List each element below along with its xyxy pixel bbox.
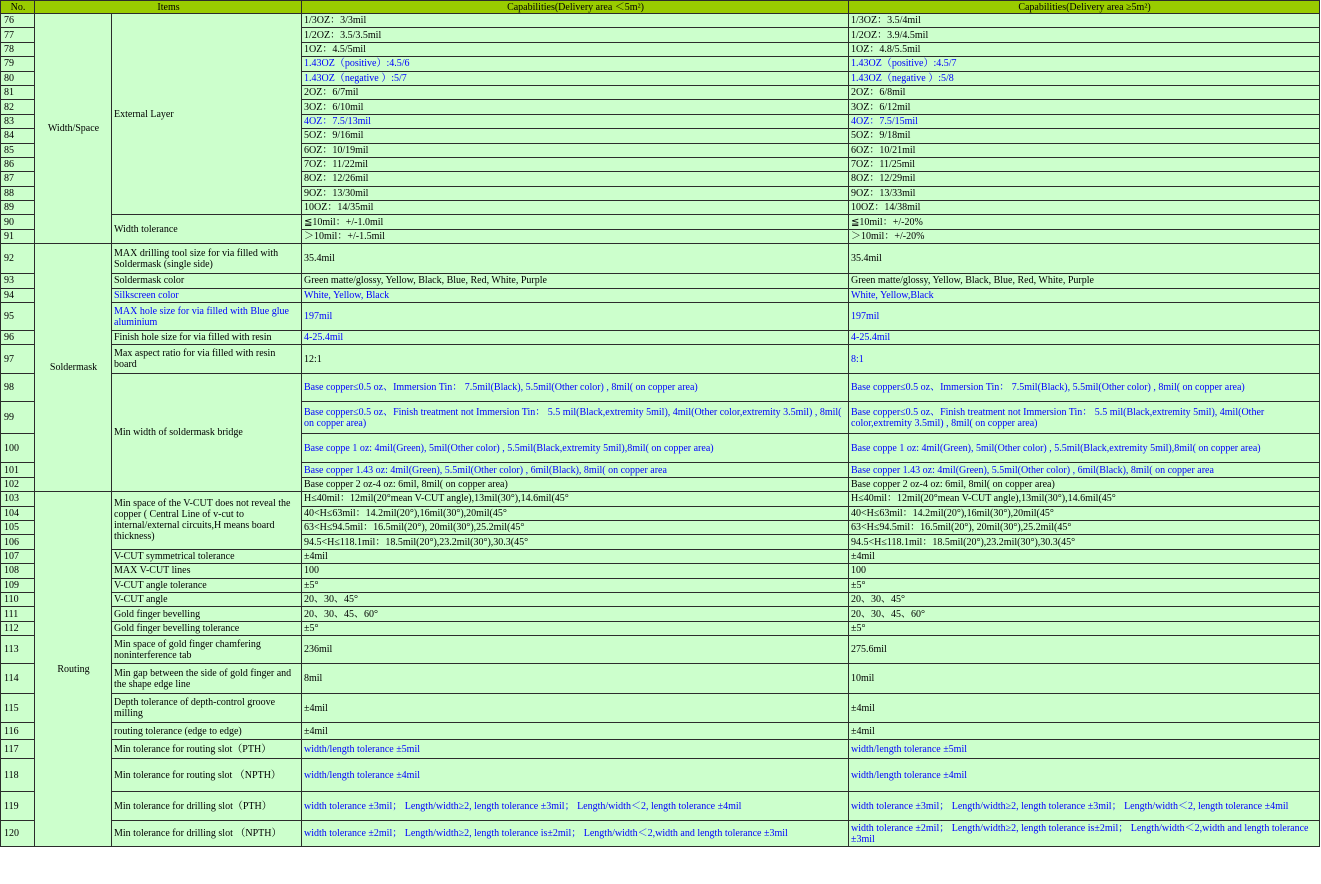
cell-capability-small: 7OZ：11/22mil (302, 157, 849, 171)
row-number: 82 (1, 100, 35, 114)
cell-capability-small: 1/2OZ：3.5/3.5mil (302, 28, 849, 42)
cell-capability-small: ≦10mil：+/-1.0mil (302, 215, 849, 229)
row-number: 78 (1, 42, 35, 56)
cell-capability-small: Base coppe 1 oz: 4mil(Green), 5mil(Other color) , 5.5mil(Black,extremity 5mil),8mil( on copper area) (302, 434, 849, 463)
cell-capability-small: 63<H≤94.5mil：16.5mil(20°), 20mil(30°),25.2mil(45° (302, 520, 849, 534)
cell-capability-small: width tolerance ±3mil； Length/width≥2, length tolerance ±3mil； Length/width＜2, length tolerance ±4mil (302, 792, 849, 821)
cell-capability-small: 1.43OZ（negative ）:5/7 (302, 71, 849, 85)
cell-capability-large: 8OZ：12/29mil (849, 172, 1320, 186)
row-number: 88 (1, 186, 35, 200)
cell-capability-large: 100 (849, 564, 1320, 578)
category-width-space: Width/Space (35, 14, 112, 244)
cell-capability-small: 1OZ：4.5/5mil (302, 42, 849, 56)
header-items: Items (35, 1, 302, 14)
cell-capability-large: Base copper≤0.5 oz、Immersion Tin： 7.5mil(Black), 5.5mil(Other color) , 8mil( on copper area) (849, 374, 1320, 402)
item-gold-finger-gap: Min gap between the side of gold finger and the shape edge line (112, 664, 302, 694)
cell-capability-large: Base coppe 1 oz: 4mil(Green), 5mil(Other color) , 5.5mil(Black,extremity 5mil),8mil( on copper area) (849, 434, 1320, 463)
row-number: 94 (1, 288, 35, 302)
item-depth-groove-milling: Depth tolerance of depth-control groove milling (112, 694, 302, 723)
row-number: 119 (1, 792, 35, 821)
cell-capability-large: ±4mil (849, 694, 1320, 723)
row-number: 104 (1, 506, 35, 520)
row-number: 106 (1, 535, 35, 549)
cell-capability-small: White, Yellow, Black (302, 288, 849, 302)
row-number: 97 (1, 345, 35, 374)
cell-capability-small: 35.4mil (302, 244, 849, 274)
item-min-soldermask-bridge: Min width of soldermask bridge (112, 374, 302, 492)
cell-capability-large: 20、30、45° (849, 592, 1320, 606)
cell-capability-small: 9OZ：13/30mil (302, 186, 849, 200)
cell-capability-small: 5OZ：9/16mil (302, 129, 849, 143)
cell-capability-small: 20、30、45、60° (302, 607, 849, 621)
row-number: 91 (1, 229, 35, 243)
row-number: 113 (1, 636, 35, 664)
cell-capability-large: 10OZ：14/38mil (849, 201, 1320, 215)
cell-capability-large: 4-25.4mil (849, 331, 1320, 345)
cell-capability-large: ＞10mil：+/-20% (849, 229, 1320, 243)
cell-capability-small: 236mil (302, 636, 849, 664)
row-number: 95 (1, 303, 35, 331)
row-number: 81 (1, 85, 35, 99)
cell-capability-small: 40<H≤63mil：14.2mil(20°),16mil(30°),20mil(45° (302, 506, 849, 520)
item-width-tolerance: Width tolerance (112, 215, 302, 244)
cell-capability-small: 8OZ：12/26mil (302, 172, 849, 186)
item-gold-finger-bevelling-tolerance: Gold finger bevelling tolerance (112, 621, 302, 635)
cell-capability-small: Base copper 1.43 oz: 4mil(Green), 5.5mil(Other color) , 6mil(Black), 8mil( on copper area (302, 463, 849, 477)
cell-capability-large: 9OZ：13/33mil (849, 186, 1320, 200)
cell-capability-small: 8mil (302, 664, 849, 694)
cell-capability-large: H≤40mil：12mil(20°mean V-CUT angle),13mil(30°),14.6mil(45° (849, 492, 1320, 506)
cell-capability-large: 1/2OZ：3.9/4.5mil (849, 28, 1320, 42)
row-number: 114 (1, 664, 35, 694)
row-number: 117 (1, 740, 35, 759)
row-number: 99 (1, 402, 35, 434)
row-number: 120 (1, 821, 35, 847)
row-number: 116 (1, 723, 35, 740)
cell-capability-large: Base copper 2 oz-4 oz: 6mil, 8mil( on copper area) (849, 477, 1320, 491)
cell-capability-small: 2OZ：6/7mil (302, 85, 849, 99)
row-number: 80 (1, 71, 35, 85)
cell-capability-small: 4OZ：7.5/13mil (302, 114, 849, 128)
category-soldermask: Soldermask (35, 244, 112, 492)
row-number: 105 (1, 520, 35, 534)
cell-capability-large: Base copper 1.43 oz: 4mil(Green), 5.5mil(Other color) , 6mil(Black), 8mil( on copper area (849, 463, 1320, 477)
item-drilling-slot-npth: Min tolerance for drilling slot （NPTH） (112, 821, 302, 847)
cell-capability-large: 35.4mil (849, 244, 1320, 274)
cell-capability-large: 1OZ：4.8/5.5mil (849, 42, 1320, 56)
cell-capability-large: ±4mil (849, 723, 1320, 740)
cell-capability-small: 1/3OZ：3/3mil (302, 14, 849, 28)
cell-capability-large: 8:1 (849, 345, 1320, 374)
cell-capability-large: width tolerance ±2mil； Length/width≥2, length tolerance is±2mil； Length/width＜2,width and length tolerance ±3mil (849, 821, 1320, 847)
cell-capability-small: ＞10mil：+/-1.5mil (302, 229, 849, 243)
item-silkscreen-color: Silkscreen color (112, 288, 302, 302)
header-capabilities-small: Capabilities(Delivery area ＜5m²) (302, 1, 849, 14)
row-number: 109 (1, 578, 35, 592)
cell-capability-large: 5OZ：9/18mil (849, 129, 1320, 143)
row-number: 100 (1, 434, 35, 463)
cell-capability-small: ±5° (302, 621, 849, 635)
item-finish-hole: Finish hole size for via filled with resin (112, 331, 302, 345)
item-routing-tolerance: routing tolerance (edge to edge) (112, 723, 302, 740)
row-number: 101 (1, 463, 35, 477)
cell-capability-large: ≦10mil：+/-20% (849, 215, 1320, 229)
item-aspect-ratio: Max aspect ratio for via filled with resin board (112, 345, 302, 374)
cell-capability-small: 94.5<H≤118.1mil：18.5mil(20°),23.2mil(30°),30.3(45° (302, 535, 849, 549)
row-number: 108 (1, 564, 35, 578)
cell-capability-large: 94.5<H≤118.1mil：18.5mil(20°),23.2mil(30°),30.3(45° (849, 535, 1320, 549)
row-number: 111 (1, 607, 35, 621)
item-vcut-angle: V-CUT angle (112, 592, 302, 606)
cell-capability-small: 20、30、45° (302, 592, 849, 606)
item-gold-finger-chamfer: Min space of gold finger chamfering noninterference tab (112, 636, 302, 664)
row-number: 86 (1, 157, 35, 171)
row-number: 110 (1, 592, 35, 606)
cell-capability-large: 63<H≤94.5mil：16.5mil(20°), 20mil(30°),25.2mil(45° (849, 520, 1320, 534)
cell-capability-large: width tolerance ±3mil； Length/width≥2, length tolerance ±3mil； Length/width＜2, length tolerance ±4mil (849, 792, 1320, 821)
cell-capability-small: 10OZ：14/35mil (302, 201, 849, 215)
cell-capability-small: width/length tolerance ±4mil (302, 759, 849, 792)
cell-capability-small: Base copper≤0.5 oz、Finish treatment not Immersion Tin： 5.5 mil(Black,extremity 5mil), 4mil(Other color,extremity 3.5mil) , 8mil( on copper area) (302, 402, 849, 434)
row-number: 102 (1, 477, 35, 491)
cell-capability-large: 1/3OZ：3.5/4mil (849, 14, 1320, 28)
row-number: 84 (1, 129, 35, 143)
cell-capability-small: H≤40mil：12mil(20°mean V-CUT angle),13mil(30°),14.6mil(45° (302, 492, 849, 506)
row-number: 118 (1, 759, 35, 792)
row-number: 112 (1, 621, 35, 635)
row-number: 87 (1, 172, 35, 186)
item-max-hole-blue-glue: MAX hole size for via filled with Blue glue aluminium (112, 303, 302, 331)
cell-capability-small: ±4mil (302, 549, 849, 563)
cell-capability-large: 20、30、45、60° (849, 607, 1320, 621)
cell-capability-small: Green matte/glossy, Yellow, Black, Blue, Red, White, Purple (302, 274, 849, 288)
row-number: 93 (1, 274, 35, 288)
cell-capability-large: 40<H≤63mil：14.2mil(20°),16mil(30°),20mil(45° (849, 506, 1320, 520)
cell-capability-large: White, Yellow,Black (849, 288, 1320, 302)
cell-capability-small: Base copper 2 oz-4 oz: 6mil, 8mil( on copper area) (302, 477, 849, 491)
row-number: 98 (1, 374, 35, 402)
cell-capability-large: 6OZ：10/21mil (849, 143, 1320, 157)
item-routing-slot-pth: Min tolerance for routing slot（PTH） (112, 740, 302, 759)
category-routing: Routing (35, 492, 112, 847)
cell-capability-large: 4OZ：7.5/15mil (849, 114, 1320, 128)
item-soldermask-color: Soldermask color (112, 274, 302, 288)
cell-capability-large: 197mil (849, 303, 1320, 331)
cell-capability-small: width tolerance ±2mil； Length/width≥2, length tolerance is±2mil； Length/width＜2,width and length tolerance ±3mil (302, 821, 849, 847)
row-number: 107 (1, 549, 35, 563)
item-vcut-symmetrical-tolerance: V-CUT symmetrical tolerance (112, 549, 302, 563)
cell-capability-small: 12:1 (302, 345, 849, 374)
cell-capability-large: ±5° (849, 578, 1320, 592)
item-vcut-angle-tolerance: V-CUT angle tolerance (112, 578, 302, 592)
row-number: 79 (1, 57, 35, 71)
cell-capability-large: ±4mil (849, 549, 1320, 563)
cell-capability-small: 4-25.4mil (302, 331, 849, 345)
cell-capability-large: Green matte/glossy, Yellow, Black, Blue, Red, White, Purple (849, 274, 1320, 288)
row-number: 89 (1, 201, 35, 215)
item-gold-finger-bevelling: Gold finger bevelling (112, 607, 302, 621)
cell-capability-large: 7OZ：11/25mil (849, 157, 1320, 171)
cell-capability-large: 1.43OZ（positive）:4.5/7 (849, 57, 1320, 71)
item-external-layer: External Layer (112, 14, 302, 215)
cell-capability-large: Base copper≤0.5 oz、Finish treatment not Immersion Tin： 5.5 mil(Black,extremity 5mil), 4mil(Other color,extremity 3.5mil) , 8mil( on copper area) (849, 402, 1320, 434)
cell-capability-large: 3OZ：6/12mil (849, 100, 1320, 114)
row-number: 92 (1, 244, 35, 274)
item-max-drill-via: MAX drilling tool size for via filled with Soldermask (single side) (112, 244, 302, 274)
cell-capability-large: 2OZ：6/8mil (849, 85, 1320, 99)
cell-capability-large: width/length tolerance ±4mil (849, 759, 1320, 792)
cell-capability-small: 100 (302, 564, 849, 578)
row-number: 96 (1, 331, 35, 345)
item-vcut-space: Min space of the V-CUT does not reveal the copper ( Central Line of v-cut to internal/external circuits,H means board thickness) (112, 492, 302, 550)
cell-capability-small: ±4mil (302, 694, 849, 723)
header-capabilities-large: Capabilities(Delivery area ≥5m²) (849, 1, 1320, 14)
item-max-vcut-lines: MAX V-CUT lines (112, 564, 302, 578)
cell-capability-small: Base copper≤0.5 oz、Immersion Tin： 7.5mil(Black), 5.5mil(Other color) , 8mil( on copper area) (302, 374, 849, 402)
row-number: 115 (1, 694, 35, 723)
cell-capability-large: 275.6mil (849, 636, 1320, 664)
row-number: 83 (1, 114, 35, 128)
cell-capability-small: 1.43OZ（positive）:4.5/6 (302, 57, 849, 71)
cell-capability-small: 3OZ：6/10mil (302, 100, 849, 114)
row-number: 103 (1, 492, 35, 506)
cell-capability-large: 10mil (849, 664, 1320, 694)
cell-capability-small: width/length tolerance ±5mil (302, 740, 849, 759)
cell-capability-small: 197mil (302, 303, 849, 331)
cell-capability-large: width/length tolerance ±5mil (849, 740, 1320, 759)
cell-capability-large: ±5° (849, 621, 1320, 635)
row-number: 76 (1, 14, 35, 28)
row-number: 85 (1, 143, 35, 157)
row-number: 77 (1, 28, 35, 42)
cell-capability-small: 6OZ：10/19mil (302, 143, 849, 157)
row-number: 90 (1, 215, 35, 229)
cell-capability-small: ±5° (302, 578, 849, 592)
item-routing-slot-npth: Min tolerance for routing slot （NPTH） (112, 759, 302, 792)
cell-capability-small: ±4mil (302, 723, 849, 740)
cell-capability-large: 1.43OZ（negative ）:5/8 (849, 71, 1320, 85)
item-drilling-slot-pth: Min tolerance for drilling slot（PTH） (112, 792, 302, 821)
header-no: No. (1, 1, 35, 14)
